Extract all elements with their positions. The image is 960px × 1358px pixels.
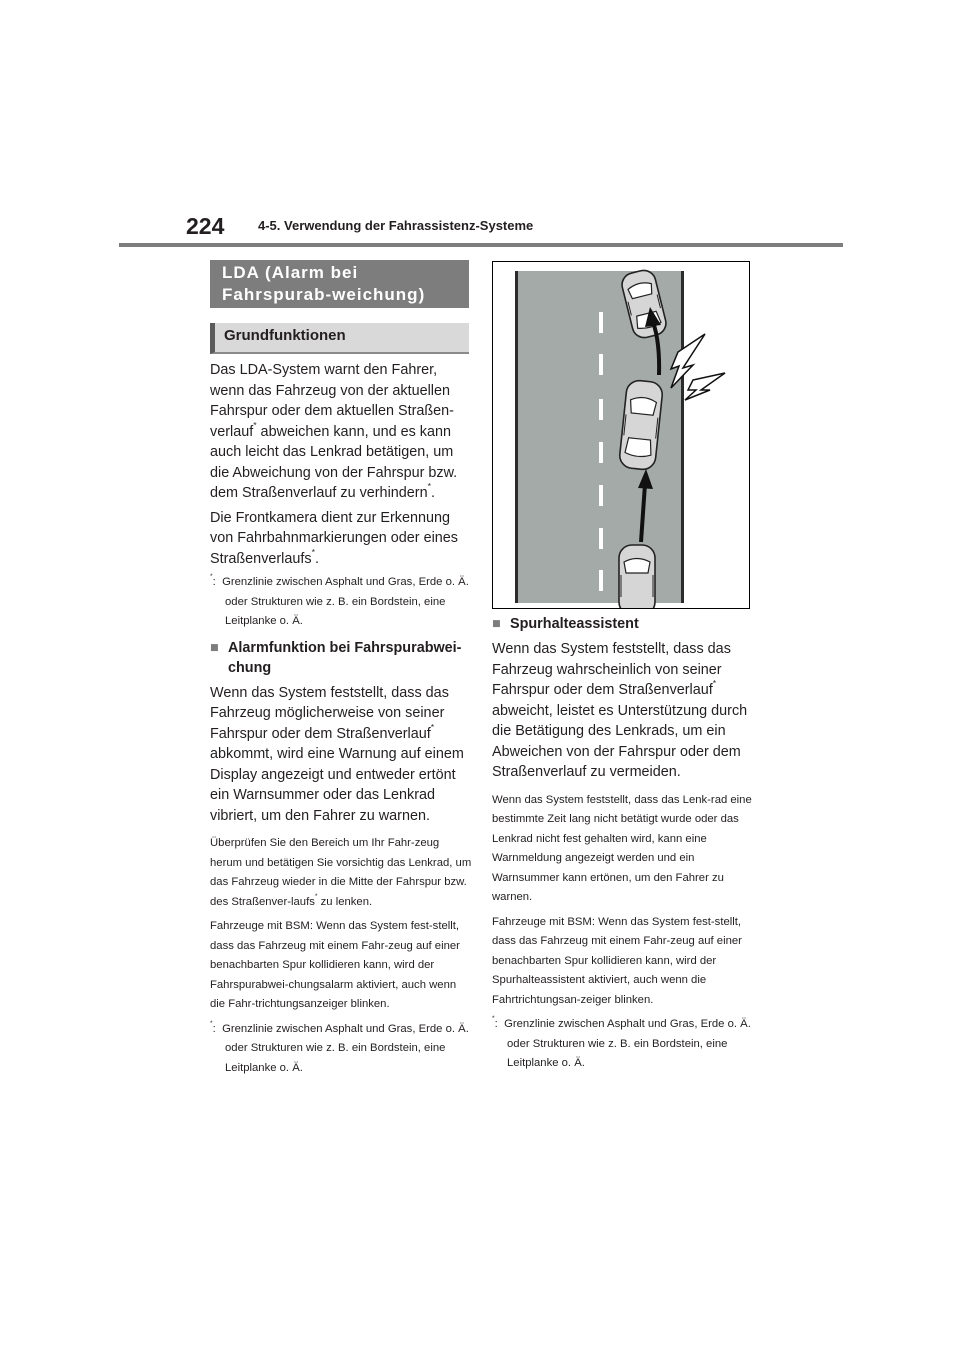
- camera-paragraph: Die Frontkamera dient zur Erkennung von Fahrbahnmarkierungen oder eines Straßenverlaufs*.: [210, 509, 458, 567]
- heading-alarmfunktion: ■ Alarmfunktion bei Fahrspurabwei-chung: [210, 639, 462, 676]
- header-rule: [119, 243, 843, 247]
- page-number: 224: [186, 213, 225, 239]
- bsm-paragraph-2: Fahrzeuge mit BSM: Wenn das System fest-stellt, dass das Fahrzeug mit einem Fahr-zeug auf einer benachbarten Spur kollidieren kann, wird der Spurhalteassistent aktiviert, auch wenn die Fahrtrichtungsan-zeiger blinken.: [492, 915, 742, 1006]
- steering-warning-paragraph: Wenn das System feststellt, dass das Lenk-rad eine bestimmte Zeit lang nicht betätigt wurde oder das Lenkrad nicht fest gehalten wird, kann eine Warnmeldung angezeigt werden und ein Warnsummer kann ertönen, um den Fahrer zu warnen.: [492, 793, 752, 903]
- left-column: [210, 360, 472, 1084]
- car-bottom-icon: [619, 545, 655, 608]
- alarm-paragraph: Wenn das System feststellt, dass das Fahrzeug möglicherweise von seiner Fahrspur oder dem Straßenverlauf* abkommt, wird eine Warnung auf einem Display angezeigt und entweder ertönt ein Warnsummer oder das Lenkrad vibriert, um den Fahrer zu warnen.: [210, 684, 464, 824]
- lane-departure-illustration: [492, 261, 750, 609]
- square-bullet-icon: ■: [492, 616, 501, 632]
- square-bullet-icon: ■: [210, 639, 219, 656]
- lda-title-box: [210, 260, 469, 308]
- footnote-3: *: Grenzlinie zwischen Asphalt und Gras, Erde o. Ä. oder Strukturen wie z. B. ein Bordstein, eine Leitplanke o. Ä.: [492, 1015, 751, 1069]
- right-column: [492, 614, 754, 1080]
- grund-title: Grundfunktionen: [224, 327, 346, 344]
- section-title: 4-5. Verwendung der Fahrassistenz-Systeme: [258, 218, 534, 233]
- lda-title: LDA (Alarm bei Fahrspurab-weichung): [222, 263, 426, 304]
- intro-paragraph: Das LDA-System warnt den Fahrer, wenn das Fahrzeug von der aktuellen Fahrspur oder dem aktuellen Straßen-verlauf* abweichen kann, und es kann auch leicht das Lenkrad betätigen, um die Abweichung von der Fahrspur bzw. dem Straßenverlauf zu verhindern*.: [210, 362, 458, 501]
- road-diagram: [493, 262, 749, 608]
- grundfunktionen-heading: [210, 323, 469, 354]
- bsm-paragraph-1: Fahrzeuge mit BSM: Wenn das System fest-stellt, dass das Fahrzeug mit einem Fahr-zeug auf einer benachbarten Spur kollidieren kann, wird der Fahrspurabwei-chungsalarm aktiviert, auch wenn die Fahr-trichtungsanzeiger blinken.: [210, 920, 460, 1010]
- right-road-edge: [681, 271, 684, 603]
- check-area-paragraph: Überprüfen Sie den Bereich um Ihr Fahr-zeug herum und betätigen Sie vorsichtig das Lenkrad, um das Fahrzeug wieder in die Mitte der Fahrspur bzw. des Straßenver-laufs* zu lenken.: [210, 837, 472, 908]
- footnote-1: *: Grenzlinie zwischen Asphalt und Gras, Erde o. Ä. oder Strukturen wie z. B. ein Bordstein, eine Leitplanke o. Ä.: [210, 573, 469, 627]
- footnote-2: *: Grenzlinie zwischen Asphalt und Gras, Erde o. Ä. oder Strukturen wie z. B. ein Bordstein, eine Leitplanke o. Ä.: [210, 1019, 469, 1074]
- assist-paragraph: Wenn das System feststellt, dass das Fahrzeug wahrscheinlich von seiner Fahrspur oder dem Straßenverlauf* abweicht, leistet es Unterstützung durch die Betätigung des Lenkrads, um ein Abweichen von der Fahrspur oder dem Straßenverlauf zu vermeiden.: [492, 641, 748, 780]
- left-road-edge: [515, 271, 518, 603]
- heading-spurhalteassistent: ■ Spurhalteassistent: [492, 616, 639, 632]
